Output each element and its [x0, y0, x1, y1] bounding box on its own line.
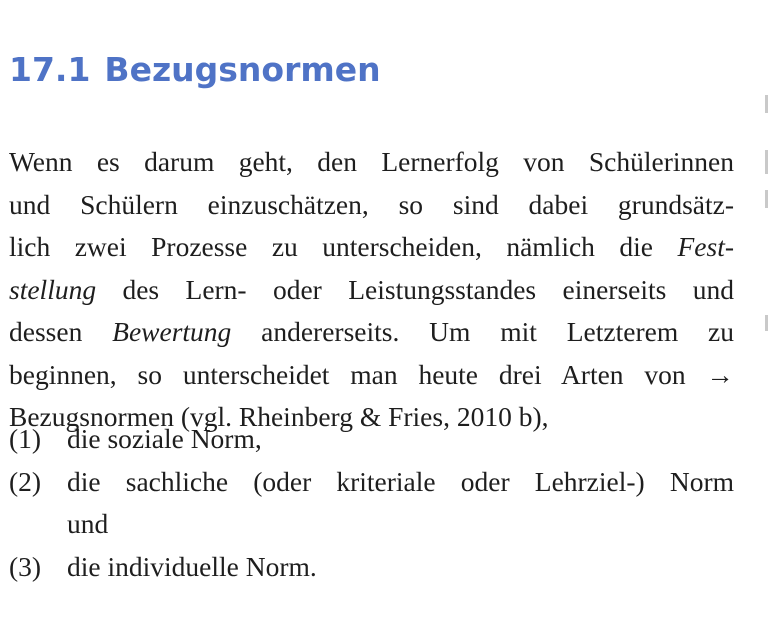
paragraph-line: [9, 311, 734, 354]
paragraph-line: beginnen, so unterscheidet man heute drei Arten von →: [9, 358, 734, 390]
list-marker: (2): [9, 465, 42, 497]
section-title: Bezugsnormen: [104, 50, 381, 89]
list-item-line: die sachliche (oder kriteriale oder Lehrziel-) Norm: [67, 465, 734, 497]
paragraph-text: des Lern- oder Leistungsstandes einerseits und: [96, 273, 734, 305]
list-marker: (3): [9, 550, 42, 582]
paragraph-text: dessen: [9, 316, 113, 347]
list-item: [9, 546, 734, 589]
section-number: 17.1: [9, 50, 91, 89]
list-item: [9, 461, 734, 546]
list-item-text: [67, 546, 734, 589]
list-item-text: [67, 418, 734, 461]
paragraph-line: [9, 269, 734, 312]
paragraph-line: Wenn es darum geht, den Lernerfolg von Schülerinnen: [9, 146, 734, 177]
list-item: [9, 418, 734, 461]
norm-list: [9, 418, 734, 588]
paragraph-line: und Schülern einzuschätzen, so sind dabei grundsätz-: [9, 188, 734, 220]
paragraph-line: [9, 226, 734, 269]
paragraph-line: Bezugsnormen (vgl. Rheinberg & Fries, 2010 b),: [9, 401, 549, 432]
section-heading: [9, 50, 381, 89]
body-paragraph: [9, 141, 734, 439]
page-edge-bleed: [754, 0, 768, 626]
list-item-line: die individuelle Norm.: [67, 550, 317, 582]
emphasis-text: Bewertung: [112, 316, 232, 347]
list-item-line: und: [67, 508, 109, 539]
list-item-text: [67, 461, 734, 546]
list-item-line: die soziale Norm,: [67, 423, 262, 454]
paragraph-text: lich zwei Prozesse zu unterscheiden, nämlich die: [9, 231, 678, 262]
emphasis-text: stellung: [9, 273, 97, 305]
list-marker: (1): [9, 423, 42, 454]
paragraph-text: andererseits. Um mit Letzterem zu: [231, 316, 734, 347]
emphasis-text: Fest-: [677, 231, 734, 262]
